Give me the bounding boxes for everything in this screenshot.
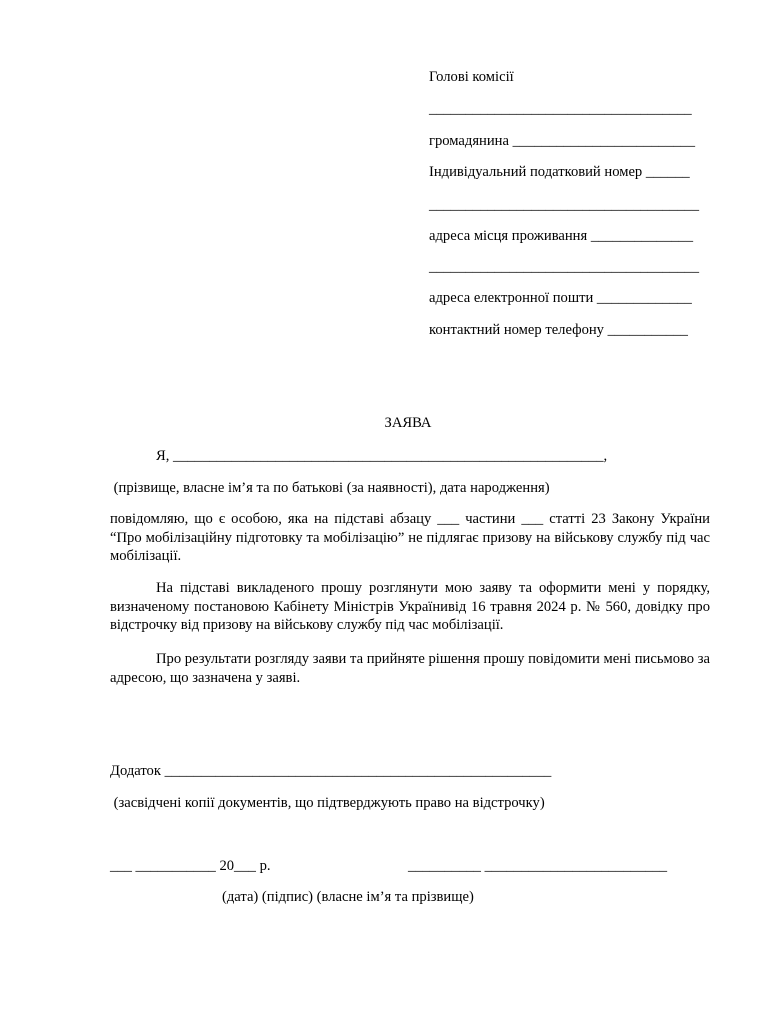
notification-paragraph: Про результати розгляду заяви та прийняте рішення прошу повідомити мені письмово за адресою, що зазначена у заяві. [110,651,710,686]
tax-number-line: Індивідуальний податковий номер ______ [429,164,690,180]
signature-caption: (дата) (підпис) (власне ім’я та прізвище) [222,889,474,905]
phone-line: контактний номер телефону ___________ [429,322,688,338]
residence-blank: _____________________________________ [429,259,699,275]
email-line: адреса електронної пошти _____________ [429,290,692,306]
citizen-line: громадянина _________________________ [429,133,696,149]
commission-blank: ____________________________________ [429,101,692,117]
applicant-line: Я, ___________________________________________________________, [156,448,608,464]
date-line: ___ ___________ 20___ р. [110,858,271,874]
tax-number-blank: _____________________________________ [429,197,699,213]
attachment-line: Додаток _____________________________________________________ [110,763,552,779]
signature-line: __________ _________________________ [408,858,668,874]
residence-line: адреса місця проживання ______________ [429,228,694,244]
statement-paragraph: повідомляю, що є особою, яка на підставі абзацу ___ частини ___ статті 23 Закону України “Про мобілізаційну підготовку та мобілізацію” не підлягає призову на військову службу під час мобілізації. [110,511,710,565]
attachment-caption: (засвідчені копії документів, що підтверджують право на відстрочку) [110,795,545,811]
document-title: ЗАЯВА [384,415,432,431]
addressee-head: Голові комісії [429,69,514,85]
request-paragraph: На підставі викладеного прошу розглянути мою заяву та оформити мені у порядку, визначеному постановою Кабінету Міністрів Українивід 16 травня 2024 р. № 560, довідку про відстрочку від призову на військову службу під час мобілізації. [110,580,710,634]
applicant-caption: (прізвище, власне ім’я та по батькові (за наявності), дата народження) [110,480,550,496]
